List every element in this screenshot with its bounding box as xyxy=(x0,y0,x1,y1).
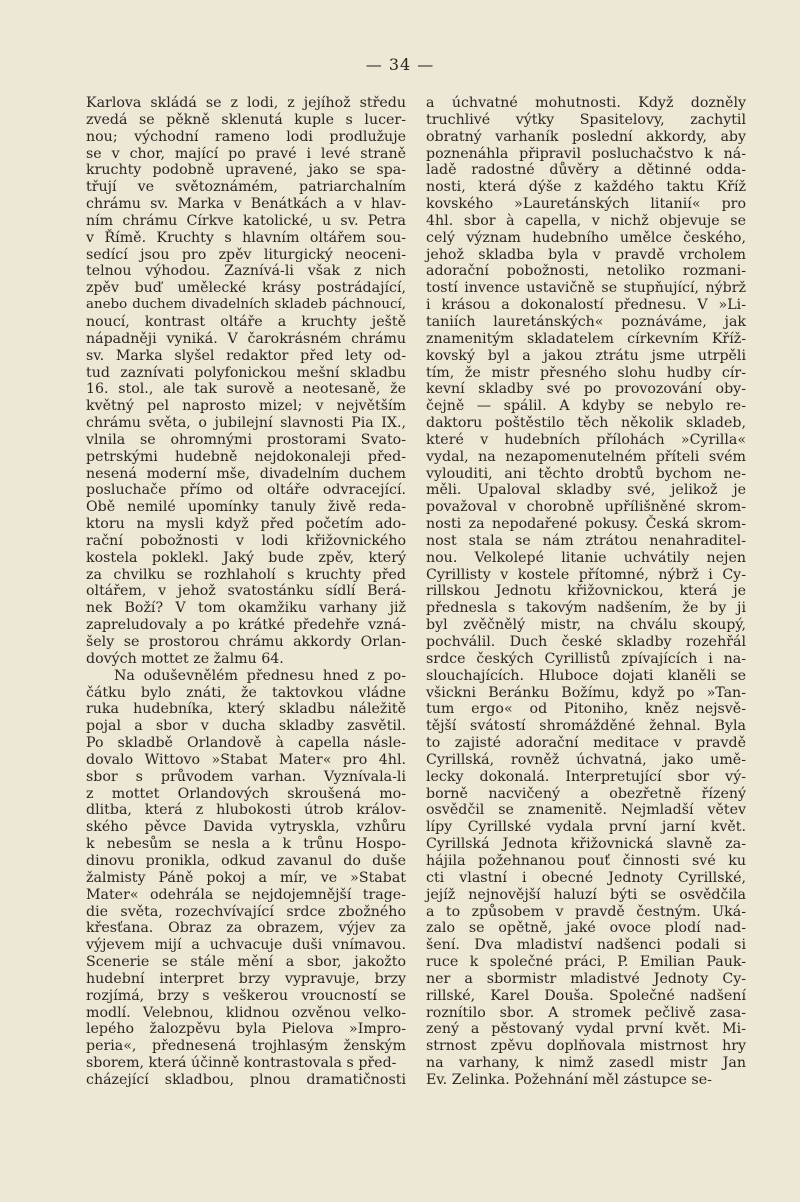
text-line: rační pobožnosti v lodi křižovnického xyxy=(86,532,406,549)
text-line: byl zvěčnělý mistr, na chválu skoupý, xyxy=(426,617,746,634)
text-line: dlitba, která z hlubokosti útrob králov- xyxy=(86,802,406,819)
text-line: kostela poklekl. Jaký bude zpěv, který xyxy=(86,549,406,566)
text-line: květný pel naprosto mizel; v největším xyxy=(86,398,406,415)
text-line: peria«, přednesená trojhlasým ženským xyxy=(86,1038,406,1055)
text-line: ladě radostné důvěry a dětinné odda- xyxy=(426,162,746,179)
text-line: Cyrillská Jednota křižovnická slavně za- xyxy=(426,836,746,853)
text-line: dových mottet ze žalmu 64. xyxy=(86,650,284,667)
text-line: nápadněji vyniká. V čarokrásném chrámu xyxy=(86,330,406,347)
text-line: truchlivé výtky Spasitelovy, zachytil xyxy=(426,111,746,128)
text-line: posluchače přímo od oltáře odvracející. xyxy=(86,482,406,499)
text-line: zalo se opětně, jaké ovoce plodí nad- xyxy=(426,920,746,937)
text-line: nou. Velkolepé litanie uchvátily nejen xyxy=(426,549,746,566)
text-line: petrskými hudebně nejdokonaleji před- xyxy=(86,448,406,465)
text-line: jehož skladba byla v pravdě vrcholem xyxy=(426,246,746,263)
text-line: Cyrillská, rovněž úchvatná, jako umě- xyxy=(426,751,746,768)
text-line: Ev. Zelinka. Požehnání měl zástupce se- xyxy=(426,1071,712,1088)
text-line: v Římě. Kruchty s hlavním oltářem sou- xyxy=(86,229,406,246)
text-line: ner a sbormistr mladistvé Jednoty Cy- xyxy=(426,970,746,987)
text-line: daktoru poštěstilo těch několik skladeb, xyxy=(426,415,746,432)
text-line: lípy Cyrillské vydala první jarní květ. xyxy=(426,819,746,836)
text-line: pochválil. Duch české skladby rozehřál xyxy=(426,634,746,650)
text-line: taniích lauretánských« poznáváme, jak xyxy=(426,313,746,330)
text-line: Cyrillisty v kostele přítomné, nýbrž i Cy- xyxy=(426,566,746,583)
text-line: přednesla s takovým nadšením, že by ji xyxy=(426,600,746,617)
left-text-column xyxy=(86,95,406,1089)
text-line: sv. Marka slyšel redaktor před lety od- xyxy=(86,347,406,364)
text-line: vydal, na nezapomenutelném příteli svém xyxy=(426,448,746,465)
text-line: Obě nemilé upomínky tanuly živě reda- xyxy=(86,499,406,516)
text-line: lepého žalozpěvu byla Pielova »Impro- xyxy=(86,1021,406,1038)
text-line: sedící jsou pro zpěv liturgický neoceni- xyxy=(86,246,406,263)
text-line: nesená moderní mše, divadelním duchem xyxy=(86,465,406,482)
text-line: křesťana. Obraz za obrazem, výjev za xyxy=(86,920,406,937)
text-line: výjevem mijí a uchvacuje duši vnímavou. xyxy=(86,937,406,954)
text-line: tostí invence ustavičně se stupňující, nýbrž xyxy=(426,280,746,297)
text-line: jejíž nejnovější haluzí býti se osvědčila xyxy=(426,886,746,903)
text-line: tější svátostí shromážděné žehnal. Byla xyxy=(426,718,746,735)
text-line: považoval v chorobně upřílišněné skrom- xyxy=(426,499,746,516)
text-line: nost stala se nám ztrátou nenahraditel- xyxy=(426,532,746,549)
text-line: Po skladbě Orlandově à capella násle- xyxy=(86,735,406,752)
text-line: celý význam hudebního umělce českého, xyxy=(426,229,746,246)
text-line: měli. Upaloval skladby své, jelikož je xyxy=(426,482,746,499)
text-line: se v chor, mající po pravé i levé straně xyxy=(86,145,406,162)
text-line: anebo duchem divadelních skladeb páchnoucí, xyxy=(86,297,406,313)
text-line: sborem, která účinně kontrastovala s před- xyxy=(86,1055,397,1072)
text-line: chrámu sv. Marka v Benátkách a v hlav- xyxy=(86,196,406,213)
text-line: třují ve světoznámém, patriarchalním xyxy=(86,179,406,196)
text-line: zvedá se pěkně sklenutá kuple s lucer- xyxy=(86,111,406,128)
text-line: z mottet Orlandových skroušená mo- xyxy=(86,785,406,802)
text-line: adorační pobožnosti, netoliko rozmani- xyxy=(426,263,746,280)
text-line: ruce k společné práci, P. Emilian Pauk- xyxy=(426,954,746,971)
text-line: kruchty podobně upravené, jako se spa- xyxy=(86,162,406,179)
text-line: znamenitým skladatelem církevním Kříž- xyxy=(426,330,746,347)
text-line: ktoru na mysli když před početím ado- xyxy=(86,516,406,533)
text-line: čátku bylo znáti, že taktovkou vládne xyxy=(86,684,406,701)
text-line: kovský byl a jakou ztrátu jsme utrpěli xyxy=(426,347,746,364)
text-line: pojal a sbor v ducha skladby zasvětil. xyxy=(86,718,406,735)
right-text-column xyxy=(426,95,746,1089)
text-line: všickni Beránku Božímu, když po »Tan- xyxy=(426,684,746,701)
text-line: Mater« odehrála se nejdojemnější trage- xyxy=(86,886,406,903)
text-line: vlnila se ohromnými prostorami Svato- xyxy=(86,431,406,448)
text-line: strnost zpěvu doplňovala mistrnost hry xyxy=(426,1038,746,1055)
text-line: a to způsobem v pravdě čestným. Uká- xyxy=(426,903,746,920)
text-line: modlí. Velebnou, klidnou ozvěnou velko- xyxy=(86,1004,406,1021)
text-line: to zajisté adorační meditace v pravdě xyxy=(426,735,746,752)
text-line: které v hudebních přílohách »Cyrilla« xyxy=(426,431,746,448)
text-line: na varhany, k nimž zasedl mistr Jan xyxy=(426,1055,746,1072)
text-line: Karlova skládá se z lodi, z jejíhož středu xyxy=(86,95,406,111)
text-line: nek Boží? V tom okamžiku varhany již xyxy=(86,600,406,617)
text-line: srdce českých Cyrillistů zpívajících i na- xyxy=(426,650,746,667)
text-line: tím, že mistr přesného slohu hudby cír- xyxy=(426,364,746,381)
text-line: Na oduševnělém přednesu hned z po- xyxy=(114,667,406,684)
text-line: vylouditi, ani těchto drobtů bychom ne- xyxy=(426,465,746,482)
text-line: čejně — spálil. A kdyby se nebylo re- xyxy=(426,398,746,415)
text-line: roznítilo sbor. A stromek pečlivě zasa- xyxy=(426,1004,746,1021)
text-line: nou; východní rameno lodi prodlužuje xyxy=(86,128,406,145)
text-line: telnou výhodou. Zaznívá-li však z nich xyxy=(86,263,406,280)
text-line: kevní skladby své po provozování oby- xyxy=(426,381,746,398)
text-line: die světa, rozechvívající srdce zbožného xyxy=(86,903,406,920)
text-line: 4hl. sbor à capella, v nichž objevuje se xyxy=(426,212,746,229)
text-line: ského pěvce Davida vytryskla, vzhůru xyxy=(86,819,406,836)
text-line: rozjímá, brzy s veškerou vroucností se xyxy=(86,987,406,1004)
text-line: tum ergo« od Pitoniho, kněz nejsvě- xyxy=(426,701,746,718)
text-line: rillskou Jednotu křižovnickou, která je xyxy=(426,583,746,600)
text-line: nosti, která dýše z každého taktu Kříž xyxy=(426,179,746,196)
text-line: zený a pěstovaný vydal první květ. Mi- xyxy=(426,1021,746,1038)
text-line: žalmisty Páně pokoj a mír, ve »Stabat xyxy=(86,869,406,886)
text-line: nosti za nepodařené pokusy. Česká skrom- xyxy=(426,516,746,533)
text-line: borně nacvičený a obezřetně řízený xyxy=(426,785,746,802)
text-line: poznenáhla připravil posluchačstvo k ná- xyxy=(426,145,746,162)
text-line: sbor s průvodem varhan. Vyznívala-li xyxy=(86,768,406,785)
text-line: šely se prostorou chrámu akkordy Orlan- xyxy=(86,634,406,650)
text-line: ruka hudebníka, který skladbu náležitě xyxy=(86,701,406,718)
text-line: dinovu pronikla, odkud zavanul do duše xyxy=(86,852,406,869)
page-number: — 34 — xyxy=(365,55,435,74)
text-line: cti vlastní i obecné Jednoty Cyrillské, xyxy=(426,869,746,886)
text-line: kovského »Lauretánských litanií« pro xyxy=(426,196,746,213)
text-line: k nebesům se nesla a k trůnu Hospo- xyxy=(86,836,406,853)
text-line: cházející skladbou, plnou dramatičnosti xyxy=(86,1071,406,1088)
text-line: dovalo Wittovo »Stabat Mater« pro 4hl. xyxy=(86,751,406,768)
text-line: 16. stol., ale tak surově a neotesaně, že xyxy=(86,381,406,398)
text-line: šení. Dva mladiství nadšenci podali si xyxy=(426,937,746,954)
text-line: chrámu světa, o jubilejní slavnosti Pia IX., xyxy=(86,415,406,432)
text-line: zpěv buď umělecké krásy postrádající, xyxy=(86,280,406,297)
text-line: slouchajících. Hluboce dojati klaněli se xyxy=(426,667,746,684)
text-line: a úchvatné mohutnosti. Když dozněly xyxy=(426,95,746,111)
text-line: Scenerie se stále mění a sbor, jakožto xyxy=(86,954,406,971)
text-line: zapreludovaly a po krátké předehře vzná- xyxy=(86,617,406,634)
text-line: hájila požehnanou pouť činnosti své ku xyxy=(426,852,746,869)
text-line: osvědčil se znamenitě. Nejmladší větev xyxy=(426,802,746,819)
text-line: za chvilku se rozhlaholí s kruchty před xyxy=(86,566,406,583)
text-line: tud zaznívati polyfonickou mešní skladbu xyxy=(86,364,406,381)
text-line: ním chrámu Církve katolické, u sv. Petra xyxy=(86,212,406,229)
text-line: oltářem, v jehož svatostánku sídlí Berá- xyxy=(86,583,406,600)
text-line: rillské, Karel Douša. Společné nadšení xyxy=(426,987,746,1004)
text-line: lecky dokonalá. Interpretující sbor vý- xyxy=(426,768,746,785)
text-line: noucí, kontrast oltáře a kruchty ještě xyxy=(86,313,406,330)
text-line: obratný varhaník poslední akkordy, aby xyxy=(426,128,746,145)
text-line: i krásou a dokonalostí přednesu. V »Li- xyxy=(426,297,746,314)
text-line: hudební interpret brzy vypravuje, brzy xyxy=(86,970,406,987)
